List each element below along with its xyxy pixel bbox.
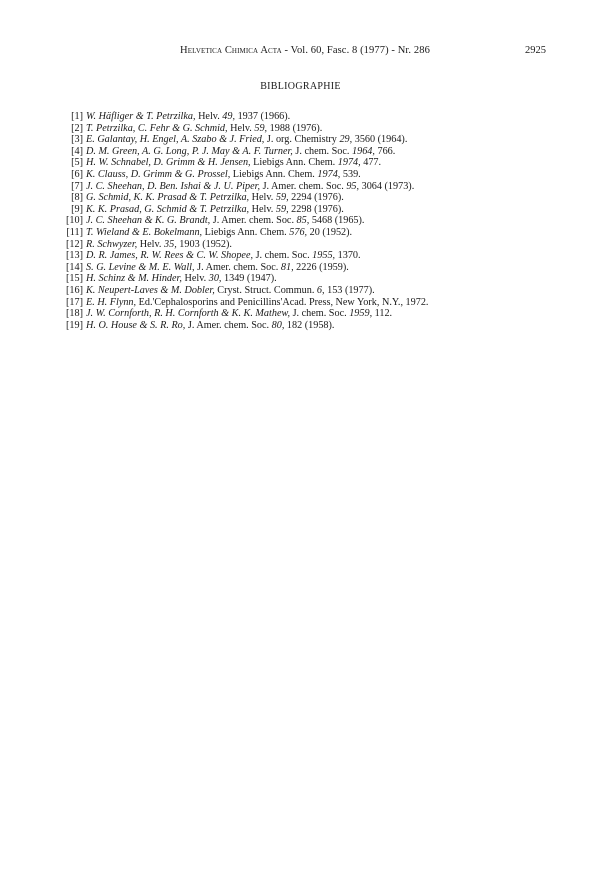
reference-text	[86, 308, 563, 320]
reference-number: [9]	[71, 203, 83, 215]
reference-plain-part: 1349 (1947).	[221, 273, 277, 285]
reference-text	[86, 227, 563, 239]
reference-plain-part: 477.	[360, 157, 382, 169]
reference-italic-part: J. C. Sheehan & K. G. Brandt,	[86, 215, 211, 227]
reference-plain-part: Helv.	[181, 273, 209, 285]
reference-italic-part: J. W. Cornforth, R. H. Cornforth & K. K. Mathew,	[86, 308, 291, 320]
reference-plain-part: Liebigs Ann. Chem.	[230, 168, 318, 180]
reference-text	[86, 111, 563, 123]
reference-italic-part: E. Galantay, H. Engel, A. Szabo & J. Fried,	[86, 134, 265, 146]
reference-italic-part: W. Häfliger & T. Petrzilka,	[86, 111, 196, 122]
reference-number: [5]	[71, 157, 83, 169]
reference-italic-part: T. Wieland & E. Bokelmann,	[86, 226, 203, 238]
reference-item	[63, 320, 563, 332]
reference-plain-part: 2298 (1976).	[288, 203, 344, 215]
reference-text	[86, 204, 563, 216]
reference-italic-part: K. Clauss, D. Grimm & G. Prossel,	[86, 168, 231, 180]
reference-item	[63, 181, 563, 193]
reference-plain-part: Liebigs Ann. Chem.	[202, 226, 290, 238]
reference-item	[63, 285, 563, 297]
reference-plain-part: J. Amer. chem. Soc.	[210, 215, 297, 227]
reference-italic-part: 59,	[275, 192, 289, 204]
reference-number: [18]	[66, 308, 83, 320]
reference-number: [16]	[66, 284, 83, 296]
reference-plain-part: Helv.	[249, 203, 276, 215]
reference-italic-part: H. Schinz & M. Hinder,	[86, 273, 182, 285]
reference-number: [6]	[71, 168, 83, 180]
reference-plain-part: 1937 (1966).	[235, 111, 291, 122]
reference-text	[86, 320, 563, 332]
reference-plain-part: 3064 (1973).	[359, 180, 415, 192]
reference-text	[86, 297, 563, 309]
reference-number: [13]	[66, 250, 83, 262]
reference-italic-part: S. G. Levine & M. E. Wall,	[86, 261, 195, 273]
reference-plain-part: 20 (1952).	[307, 226, 353, 238]
reference-plain-part: 1370.	[335, 250, 361, 262]
reference-italic-part: 59,	[254, 122, 268, 134]
reference-plain-part: Helv.	[249, 192, 276, 204]
reference-item	[63, 192, 563, 204]
reference-text	[86, 273, 563, 285]
reference-italic-part: T. Petrzilka, C. Fehr & G. Schmid,	[86, 122, 228, 134]
reference-number: [2]	[71, 122, 83, 134]
reference-text	[86, 169, 563, 181]
reference-list	[63, 111, 563, 331]
reference-text	[86, 157, 563, 169]
reference-number: [1]	[71, 111, 83, 122]
reference-text	[86, 250, 563, 262]
reference-plain-part: 2226 (1959).	[293, 261, 349, 273]
reference-text	[86, 215, 563, 227]
reference-italic-part: 35,	[164, 238, 177, 250]
reference-plain-part: 539.	[340, 168, 361, 180]
reference-italic-part: 49,	[222, 111, 236, 122]
reference-plain-part: J. org. Chemistry	[264, 134, 340, 146]
reference-text	[86, 262, 563, 274]
running-header	[0, 45, 601, 61]
reference-text	[86, 146, 563, 158]
reference-item	[63, 297, 563, 309]
reference-italic-part: 81,	[280, 261, 294, 273]
reference-plain-part: J. chem. Soc.	[290, 308, 350, 320]
reference-plain-part: Helv.	[137, 238, 164, 250]
reference-item	[63, 146, 563, 158]
reference-plain-part: J. chem. Soc.	[292, 145, 352, 157]
section-title: BIBLIOGRAPHIE	[260, 81, 341, 92]
reference-item	[63, 227, 563, 239]
reference-item	[63, 273, 563, 285]
reference-item	[63, 169, 563, 181]
reference-text	[86, 239, 563, 251]
reference-item	[63, 157, 563, 169]
reference-item	[63, 204, 563, 216]
reference-number: [11]	[66, 226, 83, 238]
reference-plain-part: J. Amer. chem. Soc.	[260, 180, 347, 192]
reference-number: [15]	[66, 273, 83, 285]
journal-name: Helvetica Chimica Acta	[180, 45, 282, 56]
reference-item	[63, 215, 563, 227]
reference-text	[86, 123, 563, 135]
reference-item	[63, 111, 563, 123]
reference-italic-part: 80,	[271, 319, 285, 331]
reference-italic-part: 1959,	[349, 308, 373, 320]
reference-italic-part: 85,	[296, 215, 310, 227]
reference-italic-part: 1964,	[352, 145, 375, 157]
reference-number: [17]	[66, 296, 83, 308]
reference-italic-part: 6,	[316, 284, 325, 296]
reference-italic-part: D. M. Green, A. G. Long, P. J. May & A. F. Turner,	[86, 145, 293, 157]
reference-number: [8]	[71, 192, 83, 204]
reference-italic-part: 30,	[208, 273, 222, 285]
reference-plain-part: 1903 (1952).	[176, 238, 232, 250]
page-number: 2925	[525, 45, 546, 56]
reference-italic-part: 95,	[346, 180, 360, 192]
journal-issue: - Vol. 60, Fasc. 8 (1977) - Nr. 286	[281, 45, 430, 56]
reference-italic-part: E. H. Flynn,	[86, 296, 137, 308]
reference-italic-part: 29,	[339, 134, 353, 146]
reference-item	[63, 262, 563, 274]
reference-italic-part: G. Schmid, K. K. Prasad & T. Petrzilka,	[86, 192, 250, 204]
reference-plain-part: J. Amer. chem. Soc.	[194, 261, 281, 273]
reference-number: [14]	[66, 261, 83, 273]
reference-item	[63, 123, 563, 135]
reference-plain-part: 766.	[374, 145, 396, 157]
reference-italic-part: 59,	[275, 203, 289, 215]
reference-italic-part: K. K. Prasad, G. Schmid & T. Petrzilka,	[86, 203, 250, 215]
reference-plain-part: 153 (1977).	[324, 284, 375, 296]
reference-item	[63, 250, 563, 262]
reference-plain-part: 1988 (1976).	[267, 122, 323, 134]
reference-italic-part: 1974,	[337, 157, 361, 169]
reference-item	[63, 239, 563, 251]
reference-plain-part: J. Amer. chem. Soc.	[185, 319, 272, 331]
reference-italic-part: H. O. House & S. R. Ro,	[86, 319, 186, 331]
reference-plain-part: Liebigs Ann. Chem.	[250, 157, 338, 169]
reference-text	[86, 192, 563, 204]
reference-plain-part: 2294 (1976).	[288, 192, 344, 204]
reference-plain-part: Helv.	[227, 122, 255, 134]
reference-number: [3]	[71, 134, 83, 146]
reference-number: [4]	[71, 145, 83, 157]
reference-plain-part: Helv.	[195, 111, 223, 122]
reference-text	[86, 134, 563, 146]
reference-plain-part: 182 (1958).	[284, 319, 335, 331]
reference-italic-part: K. Neupert-Laves & M. Dobler,	[86, 284, 215, 296]
reference-plain-part: 5468 (1965).	[309, 215, 365, 227]
journal-running-head	[140, 45, 470, 56]
reference-italic-part: J. C. Sheehan, D. Ben. Ishai & J. U. Piper,	[86, 180, 261, 192]
reference-item	[63, 134, 563, 146]
reference-italic-part: R. Schwyzer,	[86, 238, 138, 250]
reference-italic-part: 1955,	[312, 250, 336, 262]
reference-italic-part: 576,	[289, 226, 308, 238]
reference-italic-part: H. W. Schnabel, D. Grimm & H. Jensen,	[86, 157, 251, 169]
reference-plain-part: Ed.'Cephalosporins and Penicillins'Acad. Press, New York, N.Y., 1972.	[136, 296, 429, 308]
reference-plain-part: J. chem. Soc.	[253, 250, 313, 262]
reference-text	[86, 285, 563, 297]
reference-italic-part: D. R. James, R. W. Rees & C. W. Shopee,	[86, 250, 254, 262]
reference-number: [12]	[66, 238, 83, 250]
reference-number: [7]	[71, 180, 83, 192]
reference-item	[63, 308, 563, 320]
reference-italic-part: 1974,	[317, 168, 341, 180]
reference-number: [19]	[66, 319, 83, 331]
reference-number: [10]	[66, 215, 83, 227]
reference-plain-part: 112.	[372, 308, 393, 320]
reference-text	[86, 181, 563, 193]
reference-plain-part: Cryst. Struct. Commun.	[214, 284, 317, 296]
reference-plain-part: 3560 (1964).	[352, 134, 408, 146]
